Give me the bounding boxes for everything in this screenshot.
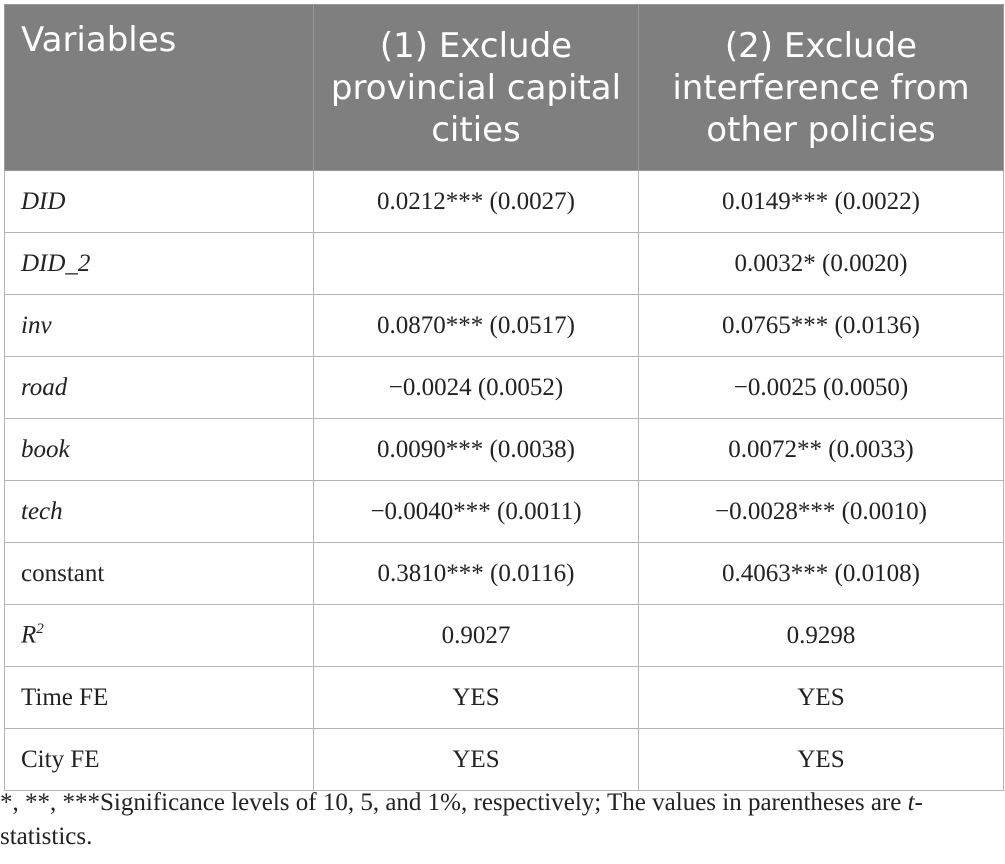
row-variable xyxy=(5,295,314,357)
cell-c2: −0.0025 (0.0050) xyxy=(639,357,1004,419)
table-header-row xyxy=(5,5,1004,171)
row-variable xyxy=(5,605,314,667)
variable-label: DID xyxy=(21,187,66,215)
footnote-italic-t: t xyxy=(907,789,915,816)
row-variable xyxy=(5,233,314,295)
header-exclude-other-policies: (2) Exclude interference from other policies xyxy=(639,5,1004,171)
row-variable xyxy=(5,543,314,605)
cell-c2: −0.0028*** (0.0010) xyxy=(639,481,1004,543)
cell-c1: 0.9027 xyxy=(314,605,639,667)
variable-label: road xyxy=(21,373,68,401)
row-variable xyxy=(5,357,314,419)
table-row xyxy=(5,481,1004,543)
footnote-main: *, **, ***Significance levels of 10, 5, and 1%, respectively; The values in parentheses are xyxy=(0,789,908,816)
cell-c1: YES xyxy=(314,667,639,729)
variable-label: constant xyxy=(21,559,105,587)
cell-c2: YES xyxy=(639,729,1004,791)
footnote-end: -statistics. xyxy=(0,789,923,850)
table-row xyxy=(5,233,1004,295)
cell-c2: 0.0765*** (0.0136) xyxy=(639,295,1004,357)
row-variable xyxy=(5,729,314,791)
table-row xyxy=(5,667,1004,729)
variable-label: R xyxy=(21,621,37,649)
cell-c2: 0.9298 xyxy=(639,605,1004,667)
cell-c1: −0.0040*** (0.0011) xyxy=(314,481,639,543)
row-variable xyxy=(5,171,314,233)
table-row xyxy=(5,171,1004,233)
variable-label: tech xyxy=(21,497,63,525)
row-variable xyxy=(5,481,314,543)
table-footnote xyxy=(0,786,1000,854)
cell-c2: 0.0072** (0.0033) xyxy=(639,419,1004,481)
row-variable xyxy=(5,419,314,481)
variable-label: book xyxy=(21,435,70,463)
cell-c2: 0.0032* (0.0020) xyxy=(639,233,1004,295)
table-row xyxy=(5,419,1004,481)
variable-label: inv xyxy=(21,311,52,339)
table-row xyxy=(5,605,1004,667)
variable-label: DID_2 xyxy=(21,249,91,277)
row-variable xyxy=(5,667,314,729)
cell-c1 xyxy=(314,233,639,295)
header-exclude-provincial-capitals: (1) Exclude provincial capital cities xyxy=(314,5,639,171)
regression-table-container xyxy=(4,4,1003,791)
table-row xyxy=(5,543,1004,605)
variable-label: Time FE xyxy=(21,683,109,711)
cell-c2: 0.0149*** (0.0022) xyxy=(639,171,1004,233)
cell-c1: YES xyxy=(314,729,639,791)
cell-c1: 0.0870*** (0.0517) xyxy=(314,295,639,357)
header-variables: Variables xyxy=(5,5,314,171)
cell-c1: −0.0024 (0.0052) xyxy=(314,357,639,419)
cell-c1: 0.0090*** (0.0038) xyxy=(314,419,639,481)
cell-c1: 0.0212*** (0.0027) xyxy=(314,171,639,233)
variable-label: City FE xyxy=(21,745,100,773)
table-row xyxy=(5,295,1004,357)
table-body xyxy=(5,171,1004,791)
cell-c1: 0.3810*** (0.0116) xyxy=(314,543,639,605)
regression-table xyxy=(4,4,1004,791)
cell-c2: YES xyxy=(639,667,1004,729)
table-row xyxy=(5,729,1004,791)
table-row xyxy=(5,357,1004,419)
variable-superscript: 2 xyxy=(36,621,44,638)
cell-c2: 0.4063*** (0.0108) xyxy=(639,543,1004,605)
